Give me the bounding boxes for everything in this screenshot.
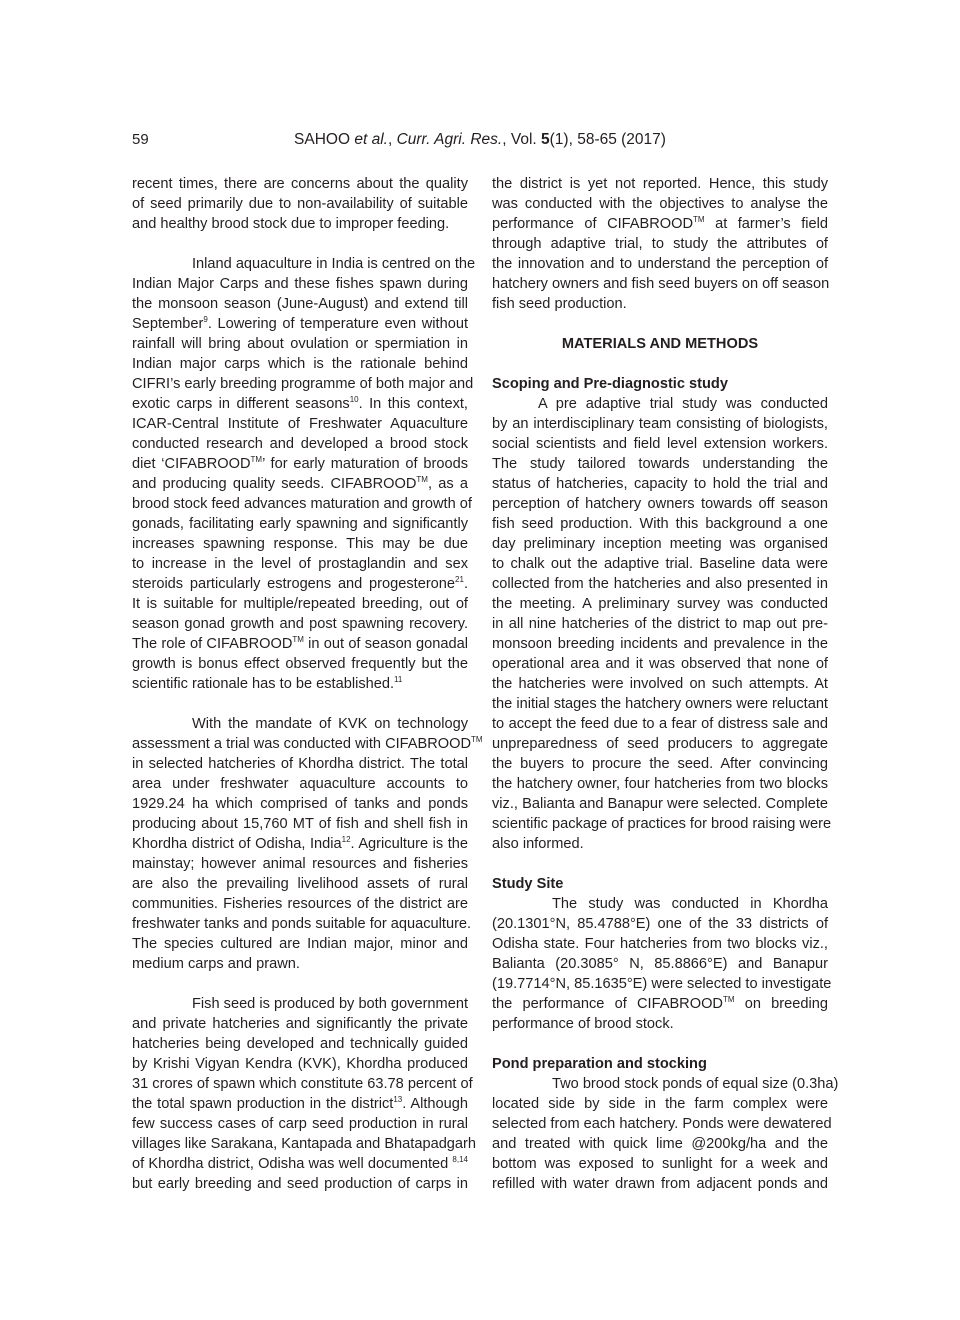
text-segment: conducted research and developed a brood stock: [132, 436, 468, 452]
text-line: [492, 714, 828, 734]
text-line: [132, 414, 468, 434]
trademark-mark: TM: [471, 735, 483, 744]
text-segment: the performance of CIFABROOD: [492, 996, 723, 1012]
text-segment: status of hatcheries, capacity to hold the trial and: [492, 476, 828, 492]
text-segment: the innovation and to understand the perception of: [492, 256, 828, 272]
text-segment: day preliminary inception meeting was organised: [492, 536, 828, 552]
text-line: [492, 1074, 839, 1094]
page-number: 59: [132, 131, 149, 148]
text-segment: gonads, facilitating early spawning and significantly: [132, 516, 468, 532]
text-segment: Inland aquaculture in India is centred on the: [192, 256, 476, 272]
text-segment: the buyers to procure the seed. After convincing: [492, 756, 828, 772]
text-segment: (20.1301°N, 85.4788°E) one of the 33 districts of: [492, 916, 828, 932]
text-segment: to increase in the level of prostaglandin and sex: [132, 556, 468, 572]
citation-superscript: 10: [349, 395, 359, 404]
text-line: [492, 614, 828, 634]
text-line: [132, 714, 468, 734]
text-line: [132, 854, 468, 874]
text-line: [132, 434, 468, 454]
text-segment: performance of brood stock.: [492, 1016, 674, 1032]
text-line: [492, 454, 828, 474]
text-segment: the monsoon season (June-August) and extend till: [132, 296, 468, 312]
text-segment: few success cases of carp seed production in rural: [132, 1116, 468, 1132]
text-line: [132, 534, 468, 554]
text-segment: of seed primarily due to non-availability of suitable: [132, 196, 468, 212]
text-segment: the total spawn production in the district: [132, 1096, 394, 1112]
text-segment: to accept the feed due to a fear of distress sale and: [492, 716, 828, 732]
text-line: [492, 994, 828, 1014]
running-head-author: SAHOO: [294, 131, 355, 148]
text-segment: fish seed production.: [492, 296, 627, 312]
citation-superscript: 9: [203, 315, 208, 324]
text-segment: communities. Fisheries resources of the district are: [132, 896, 468, 912]
trademark-mark: TM: [722, 995, 735, 1004]
text-line: [132, 454, 468, 474]
text-line: [492, 494, 828, 514]
text-segment: increases spawning response. This may be due: [132, 536, 468, 552]
text-line: [492, 1174, 828, 1194]
text-line: [132, 674, 468, 694]
running-head-volume: 5: [541, 131, 550, 148]
text-line: [492, 594, 828, 614]
text-segment: collected from the hatcheries and also presented in: [492, 576, 828, 592]
text-line: [132, 874, 468, 894]
trademark-mark: TM: [292, 635, 304, 644]
text-line: [132, 174, 468, 194]
text-line: [132, 934, 468, 954]
text-line: [132, 994, 468, 1014]
text-segment: area under freshwater aquaculture accounts to: [132, 776, 468, 792]
text-line: [492, 394, 828, 414]
text-segment: (19.7714°N, 85.1635°E) were selected to investigate: [492, 976, 832, 992]
text-segment: at farmer’s field: [704, 216, 828, 232]
text-line: [492, 674, 828, 694]
paragraph: [132, 714, 483, 974]
running-head-sep: ,: [387, 131, 397, 148]
text-segment: by Krishi Vigyan Kendra (KVK), Khordha produced: [132, 1056, 468, 1072]
running-head-etal: et al.: [354, 131, 388, 148]
text-segment: social scientists and field level extension workers.: [492, 436, 828, 452]
text-segment: was conducted with the objectives to analyse the: [492, 196, 828, 212]
text-segment: . In this context,: [358, 396, 468, 412]
blank-line: [492, 314, 828, 334]
text-line: [132, 294, 468, 314]
text-segment: hatchery owners and fish seed buyers on off season: [492, 276, 830, 292]
text-segment: Indian major carps which is the rationale behind: [132, 356, 468, 372]
text-segment: are also the prevailing livelihood assets of rural: [132, 876, 468, 892]
text-line: [492, 774, 828, 794]
text-segment: growth is bonus effect observed frequently but the: [132, 656, 468, 672]
text-line: [492, 734, 828, 754]
text-line: [132, 1034, 468, 1054]
citation-superscript: 12: [341, 835, 351, 844]
text-segment: in out of season gonadal: [303, 636, 468, 652]
text-line: [132, 1174, 468, 1194]
text-segment: and treated with quick lime @200kg/ha and the: [492, 1136, 828, 1152]
text-segment: CIFRI’s early breeding programme of both major and: [132, 376, 474, 392]
text-line: [132, 194, 468, 214]
text-line: [492, 694, 828, 714]
subsection-heading: Pond preparation and stocking: [492, 1056, 707, 1072]
text-line: [132, 474, 468, 494]
text-segment: bottom was exposed to sunlight for a week and: [492, 1156, 828, 1172]
text-line: [132, 594, 468, 614]
paragraph: [492, 894, 832, 1034]
section-heading: MATERIALS AND METHODS: [561, 336, 759, 352]
text-segment: the hatcheries were involved on such attempts. At: [492, 676, 828, 692]
text-line: [132, 794, 468, 814]
running-head: [0, 130, 960, 150]
text-line: [492, 814, 832, 834]
blank-line: [132, 694, 468, 714]
text-segment: mainstay; however animal resources and fisheries: [132, 856, 468, 872]
text-line: [132, 1154, 468, 1174]
text-segment: season gonad growth and post spawning recovery.: [132, 616, 468, 632]
paragraph: [132, 254, 476, 694]
text-segment: Two brood stock ponds of equal size (0.3ha): [552, 1076, 839, 1092]
trademark-mark: TM: [693, 215, 705, 224]
text-line: [132, 614, 468, 634]
text-segment: unpreparedness of seed producers to aggregate: [492, 736, 828, 752]
text-segment: diet ‘CIFABROOD: [132, 456, 251, 472]
text-segment: medium carps and prawn.: [132, 956, 300, 972]
running-head-vol-label: , Vol.: [502, 131, 542, 148]
text-line: [132, 914, 472, 934]
text-line: [492, 174, 828, 194]
text-line: [492, 834, 828, 854]
text-line: [492, 434, 828, 454]
text-line: [132, 334, 468, 354]
text-segment: located side by side in the farm complex were: [492, 1096, 828, 1112]
trademark-mark: TM: [416, 475, 428, 484]
paragraph: [492, 174, 828, 314]
text-segment: villages like Sarakana, Kantapada and Bhatapadgarh: [132, 1136, 477, 1152]
text-segment: Odisha state. Four hatcheries from two blocks viz.,: [492, 936, 828, 952]
blank-line: [492, 354, 828, 374]
text-line: [492, 514, 828, 534]
citation-superscript: 21: [455, 575, 464, 584]
text-segment: the district is yet not reported. Hence, this study: [492, 176, 828, 192]
text-segment: refilled with water drawn from adjacent ponds and: [492, 1176, 828, 1192]
text-line: [132, 354, 468, 374]
blank-line: [132, 974, 468, 994]
text-segment: and healthy brood stock due to improper feeding.: [132, 216, 450, 232]
text-line: [132, 654, 468, 674]
text-segment: scientific package of practices for brood raising were: [492, 816, 832, 832]
text-line: [132, 554, 468, 574]
text-segment: hatcheries being developed and technically guided: [132, 1036, 468, 1052]
subsection-heading: Study Site: [492, 876, 564, 892]
text-line: [132, 494, 472, 514]
text-segment: to chalk out the adaptive trial. Baseline data were: [492, 556, 828, 572]
text-segment: rainfall will bring about ovulation or spermiation in: [132, 336, 468, 352]
text-line: [132, 214, 468, 234]
text-segment: on breeding: [734, 996, 828, 1012]
text-segment: With the mandate of KVK on technology: [192, 716, 468, 732]
text-line: [132, 894, 468, 914]
text-segment: Khordha district of Odisha, India: [132, 836, 342, 852]
text-segment: and producing quality seeds. CIFABROOD: [132, 476, 417, 492]
text-line: [132, 1014, 468, 1034]
text-line: [492, 414, 828, 434]
text-line: [132, 1074, 473, 1094]
text-line: [132, 1134, 477, 1154]
text-segment: ’ for early maturation of broods: [262, 456, 468, 472]
citation-superscript: 11: [394, 675, 403, 684]
left-column: [132, 174, 483, 1194]
text-segment: performance of CIFABROOD: [492, 216, 694, 232]
text-segment: the initial stages the hatchery owners were reluctant: [492, 696, 828, 712]
text-line: [492, 474, 828, 494]
text-segment: , as a: [427, 476, 468, 492]
running-head-issue: (1), 58-65 (2017): [549, 131, 666, 148]
text-segment: producing about 15,760 MT of fish and shell fish in: [132, 816, 468, 832]
text-segment: the hatchery owner, four hatcheries from two blocks: [492, 776, 828, 792]
text-segment: The species cultured are Indian major, minor and: [132, 936, 468, 952]
text-segment: 31 crores of spawn which constitute 63.78 percent of: [132, 1076, 473, 1092]
text-segment: in all nine hatcheries of the district to map out pre-: [492, 616, 828, 632]
text-segment: by an interdisciplinary team consisting of biologists,: [492, 416, 828, 432]
text-segment: selected from each hatchery. Ponds were dewatered: [492, 1116, 832, 1132]
paragraph: [132, 994, 477, 1194]
text-segment: . Although: [402, 1096, 468, 1112]
blank-line: [492, 1034, 828, 1054]
text-segment: viz., Balianta and Banapur were selected. Complete: [492, 796, 828, 812]
text-line: [132, 394, 468, 414]
text-line: [492, 754, 828, 774]
text-segment: monsoon breeding incidents and prevalence in the: [492, 636, 828, 652]
text-line: [492, 1154, 828, 1174]
text-line: [492, 1114, 832, 1134]
text-line: [492, 554, 828, 574]
text-line: [492, 894, 828, 914]
text-line: [132, 274, 468, 294]
blank-line: [492, 854, 828, 874]
text-segment: the meeting. A preliminary survey was conducted: [492, 596, 828, 612]
text-segment: freshwater tanks and ponds suitable for aquaculture.: [132, 916, 472, 932]
paragraph: [492, 1074, 839, 1194]
text-segment: operational area and it was observed that none of: [492, 656, 828, 672]
text-line: [492, 1094, 828, 1114]
subsection-heading: Scoping and Pre-diagnostic study: [492, 376, 728, 392]
paragraph: [492, 394, 832, 854]
text-line: [492, 954, 828, 974]
right-column: [492, 174, 839, 1194]
text-line: [132, 754, 468, 774]
text-line: [132, 834, 468, 854]
text-segment: assessment a trial was conducted with CIFABROOD: [132, 736, 472, 752]
text-segment: scientific rationale has to be established.: [132, 676, 395, 692]
text-line: [132, 1094, 468, 1114]
text-segment: Indian Major Carps and these fishes spawn during: [132, 276, 468, 292]
text-line: [132, 1114, 468, 1134]
text-line: [492, 234, 828, 254]
text-segment: The role of CIFABROOD: [132, 636, 293, 652]
text-line: [492, 634, 828, 654]
text-line: [132, 314, 468, 334]
text-line: [132, 814, 468, 834]
text-line: [492, 654, 828, 674]
text-line: [132, 774, 468, 794]
citation-superscript: 13: [393, 1095, 403, 1104]
text-line: [492, 934, 828, 954]
text-line: [492, 1014, 828, 1034]
text-segment: recent times, there are concerns about the quality: [132, 176, 468, 192]
text-line: [492, 294, 828, 314]
text-line: [492, 914, 828, 934]
text-segment: in selected hatcheries of Khordha district. The total: [132, 756, 468, 772]
text-line: [132, 574, 468, 594]
text-line: [492, 1134, 828, 1154]
text-segment: Balianta (20.3085° N, 85.8866°E) and Banapur: [492, 956, 828, 972]
text-segment: through adaptive trial, to study the attributes of: [492, 236, 828, 252]
text-line: [492, 194, 828, 214]
text-line: [492, 974, 832, 994]
text-segment: . Agriculture is the: [350, 836, 468, 852]
text-line: [132, 954, 468, 974]
paragraph: [132, 174, 468, 234]
text-line: [132, 634, 468, 654]
citation-superscript: 8,14: [452, 1155, 468, 1164]
text-line: [492, 214, 828, 234]
text-line: [492, 794, 828, 814]
text-segment: exotic carps in different seasons: [132, 396, 350, 412]
text-segment: The study tailored towards understanding the: [492, 456, 828, 472]
text-line: [132, 254, 476, 274]
text-line: [492, 254, 828, 274]
text-segment: perception of hatchery owners towards off season: [492, 496, 828, 512]
text-line: [132, 734, 483, 754]
text-segment: steroids particularly estrogens and progesterone: [132, 576, 456, 592]
text-segment: and private hatcheries and significantly the private: [132, 1016, 468, 1032]
text-segment: ICAR-Central Institute of Freshwater Aquaculture: [132, 416, 468, 432]
text-segment: A pre adaptive trial study was conducted: [538, 396, 828, 412]
text-segment: The study was conducted in Khordha: [552, 896, 828, 912]
text-line: [492, 274, 828, 294]
text-segment: brood stock feed advances maturation and growth of: [132, 496, 472, 512]
text-line: [132, 514, 468, 534]
text-segment: of Khordha district, Odisha was well documented: [132, 1156, 453, 1172]
text-line: [132, 374, 474, 394]
text-segment: It is suitable for multiple/repeated breeding, out of: [132, 596, 468, 612]
text-segment: but early breeding and seed production of carps in: [132, 1176, 468, 1192]
text-segment: Fish seed is produced by both government: [192, 996, 468, 1012]
text-segment: . Lowering of temperature even without: [207, 316, 468, 332]
running-head-journal: Curr. Agri. Res.: [396, 131, 503, 148]
text-segment: September: [132, 316, 204, 332]
text-segment: fish seed production. With this background a one: [492, 516, 828, 532]
text-line: [492, 574, 828, 594]
blank-line: [132, 234, 468, 254]
text-segment: .: [463, 576, 468, 592]
text-line: [492, 534, 828, 554]
text-segment: 1929.24 ha which comprised of tanks and ponds: [132, 796, 468, 812]
text-segment: also informed.: [492, 836, 584, 852]
text-line: [132, 1054, 468, 1074]
trademark-mark: TM: [250, 455, 263, 464]
